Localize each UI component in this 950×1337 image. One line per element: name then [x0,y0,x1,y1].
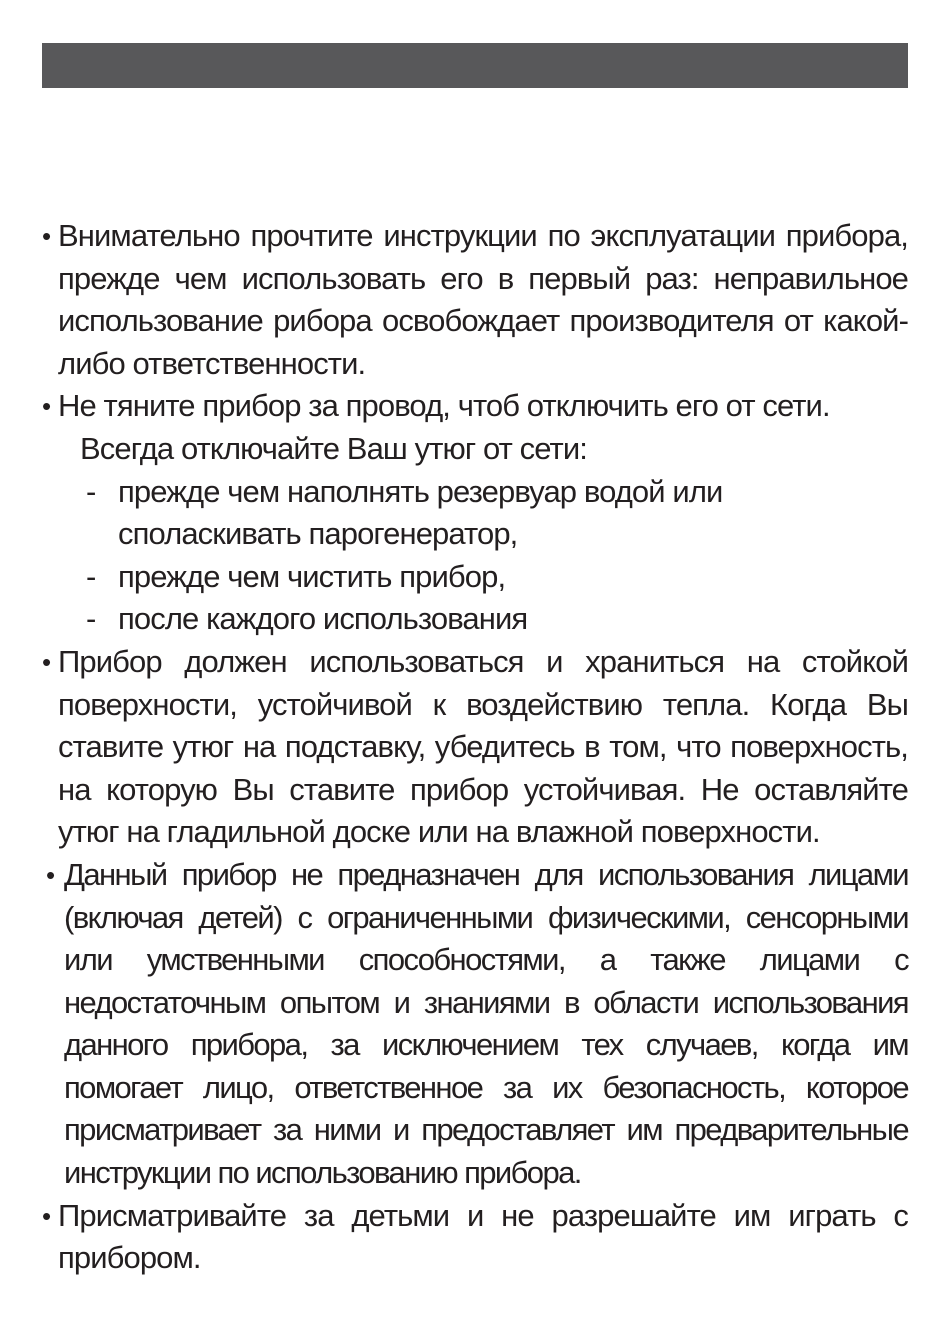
instructions-list [42,215,908,1280]
bullet: • [42,646,51,677]
sub-heading: Всегда отключайте Ваш утюг от сети: [80,430,587,466]
sub-item-text: после каждого использования [118,601,528,637]
sub-item-text: прежде чем наполнять резервуар водой или споласкивать парогенератор, [118,473,723,552]
sub-list-item [80,556,908,599]
sub-list [58,428,908,641]
sub-list-item [80,471,908,556]
sub-list-item [80,598,908,641]
list-item [42,641,908,854]
bullet: • [42,221,51,251]
item-text: Внимательно прочтите инструкции по эксплуатации прибора, прежде чем использовать его в первый раз: неправильное использование рибора освобождает производителя от какой-либо ответственности. [58,218,908,381]
item-text: Данный прибор не предназначен для использования лицами (включая детей) с ограниченными физическими, сенсорными или умственными способностями, а также лицами с недостаточным опытом и знаниями в области использования данного прибора, за исключением тех случаев, когда им помогает лицо, ответственное за их безопасность, которое присматривает за ними и предоставляет им предварительные инструкции по использованию прибора. [64,856,908,1191]
sub-item-text: прежде чем чистить прибор, [118,558,506,594]
bullet: • [42,391,51,422]
list-item [42,215,908,385]
item-text: Не тяните прибор за провод, чтоб отключить его от сети. [58,388,830,424]
dash: - [86,473,96,509]
item-text: Прибор должен использоваться и храниться на стойкой поверхности, устойчивой к воздействию тепла. Когда Вы ставите утюг на подставку, убедитесь в том, что поверхность, на которую Вы ставите прибор устойчивая. Не оставляйте утюг на гладильной доске или на влажной поверхности. [58,643,908,850]
list-item [42,1195,908,1280]
list-item [42,854,908,1195]
list-item [42,385,908,641]
item-text: Присматривайте за детьми и не разрешайте им играть с прибором. [58,1197,908,1276]
dash: - [86,558,96,594]
bullet: • [42,1200,51,1231]
dash: - [86,601,96,637]
bullet: • [46,859,54,890]
header-bar [42,43,908,88]
